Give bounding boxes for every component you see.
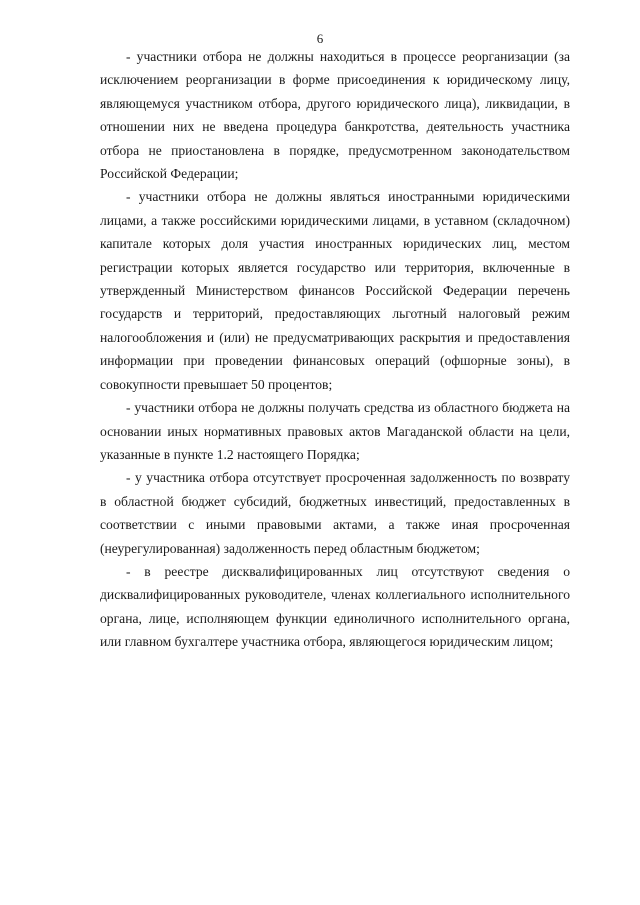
paragraph-reorganization-requirement: - участники отбора не должны находиться в процессе реорганизации (за исключением реорганизации в форме присоединения к юридическому лицу, являющемуся участником отбора, другого юридического лица), ликвидации, в отношении них не введена процедура банкротства, деятельность участника отбора не приостановлена в порядке, предусмотренном законодательством Российской Федерации;	[100, 49, 570, 182]
document-body	[100, 45, 570, 654]
paragraph-disqualified-persons-requirement: - в реестре дисквалифицированных лиц отсутствуют сведения о дисквалифицированных руководителе, членах коллегиального исполнительного органа, лице, исполняющем функции единоличного исполнительного органа, или главном бухгалтере участника отбора, являющегося юридическим лицом;	[100, 563, 570, 650]
page-number: 6	[316, 31, 324, 46]
paragraph-foreign-entities-requirement: - участники отбора не должны являться иностранными юридическими лицами, а также российскими юридическими лицами, в уставном (складочном) капитале которых доля участия иностранных юридических лиц, местом регистрации которых является государство или территория, включенные в утвержденный Министерством финансов Российской Федерации перечень государств и территорий, предоставляющих льготный налоговый режим налогообложения и (или) не предусматривающих раскрытия и предоставления информации при проведении финансовых операций (офшорные зоны), в совокупности превышает 50 процентов;	[100, 189, 570, 392]
paragraph-regional-budget-funds-requirement: - участники отбора не должны получать средства из областного бюджета на основании иных нормативных правовых актов Магаданской области на цели, указанные в пункте 1.2 настоящего Порядка;	[100, 400, 570, 462]
paragraph-debt-requirement: - у участника отбора отсутствует просроченная задолженность по возврату в областной бюджет субсидий, бюджетных инвестиций, предоставленных в соответствии с иными правовыми актами, а также иная просроченная (неурегулированная) задолженность перед областным бюджетом;	[100, 470, 570, 556]
